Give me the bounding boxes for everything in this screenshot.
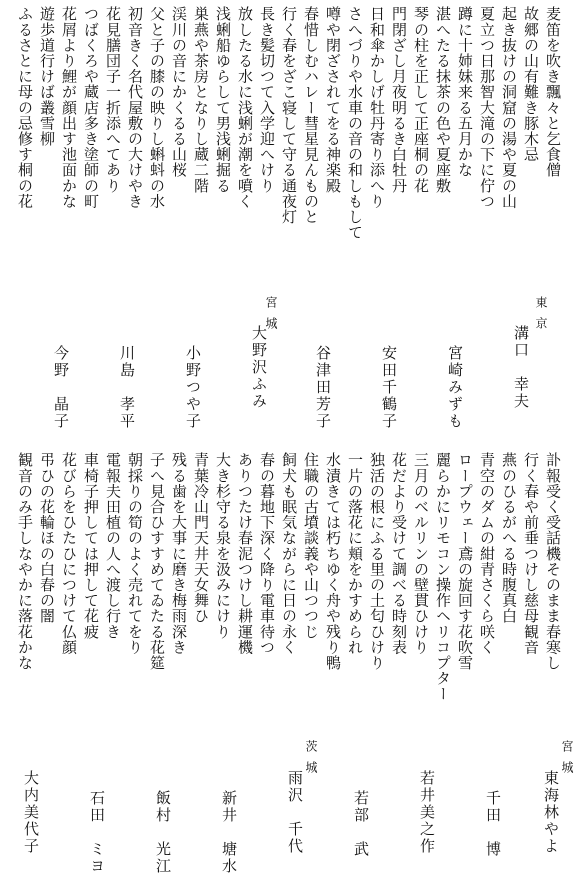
haiku-column: 湛へたる抹茶の色や夏座敷 <box>434 6 452 194</box>
author-name: 東海林やよ <box>542 770 560 855</box>
haiku-column: 春の暮地下深く降り電車待つ <box>258 452 276 655</box>
haiku-column: 観音のみ手しなやかに落花かな <box>16 452 34 671</box>
haiku-column: 飼犬も眠気ながらに日の永く <box>280 452 298 655</box>
haiku-column: 住職の古墳談義や山つつじ <box>302 452 320 640</box>
prefecture-label: 東京 <box>534 296 548 338</box>
haiku-column: 青葉冷山門天井天女舞ひ <box>192 452 210 624</box>
haiku-column: 花見膳団子一折添へてあり <box>104 6 122 194</box>
haiku-column: 蹲に十姉妹来る五月かな <box>456 6 474 178</box>
haiku-column: 麦笛を吹き飄々と乞食僧 <box>544 6 562 178</box>
haiku-column: 日和傘かしげ牡丹寄り添へり <box>368 6 386 209</box>
haiku-column: 巣燕や茶房となりし蔵二階 <box>192 6 210 194</box>
haiku-column: 長き髪切つて入学迎へけり <box>258 6 276 194</box>
haiku-column: 麗らかにリモコン操作ヘリコプター <box>434 452 452 702</box>
haiku-column: 電報夫田植の人へ渡し行き <box>104 452 122 640</box>
author-name: 石田 ミヨ <box>88 790 106 875</box>
author-name: 若部 武 <box>352 790 370 858</box>
haiku-column: ふるさとに母の忌修す桐の花 <box>16 6 34 209</box>
haiku-column: 父と子の膝の映りし蝌蚪の水 <box>148 6 166 209</box>
haiku-column: 三月のベルリンの壁貫ひけり <box>412 452 430 655</box>
haiku-column: 独活の根にふる里の土匂ひけり <box>368 452 386 671</box>
haiku-column: 子へ見合ひすすめてゐたる花筵 <box>148 452 166 671</box>
author-name: 新井 塘水 <box>220 790 238 875</box>
haiku-column: 訃報受く受話機そのまま春寒し <box>544 452 562 671</box>
haiku-column: ありつたけ春泥つけし耕運機 <box>236 452 254 655</box>
haiku-column: さへづりや水車の音の和しもして <box>346 6 364 240</box>
haiku-column: 花びらをひたひにつけて仏顔 <box>60 452 78 655</box>
haiku-column: 花だより受けて調べる時刻表 <box>390 452 408 655</box>
author-name: 千田 博 <box>484 790 502 858</box>
haiku-column: 放したる水に浅蜊が潮を噴く <box>236 6 254 209</box>
prefecture-label: 茨城 <box>304 740 318 782</box>
author-name: 溝口 幸夫 <box>512 325 530 410</box>
haiku-column: 浅蜊船ゆらして男浅蜊掘る <box>214 6 232 194</box>
haiku-column: 行く春や前垂つけし慈母観音 <box>522 452 540 655</box>
haiku-column: 初音きく名代屋敷の大けやき <box>126 6 144 209</box>
author-name: 飯村 光江 <box>154 790 172 875</box>
haiku-column: 行く春をざこ寝して守る通夜灯 <box>280 6 298 225</box>
haiku-column: 花屑より鯉が顔出す池面かな <box>60 6 78 209</box>
haiku-column: 水漬きては朽ちゆく舟や残り鴨 <box>324 452 342 671</box>
haiku-column: 青空のダムの紺青さくら咲く <box>478 452 496 655</box>
haiku-column: 燕のひるがへる時腹真白 <box>500 452 518 624</box>
haiku-column: 夏立つ日那智大滝の下に佇つ <box>478 6 496 209</box>
haiku-column: 遊歩道行けば叢雪柳 <box>38 6 56 147</box>
author-name: 大野沢ふみ <box>250 325 268 410</box>
haiku-column: ロープウェー鳶の旋回す花吹雪 <box>456 452 474 671</box>
haiku-column: 琴の柱を正して正座桐の花 <box>412 6 430 194</box>
haiku-column: 噂や閉ざされてをる神楽殿 <box>324 6 342 194</box>
prefecture-label: 宮城 <box>560 740 574 782</box>
author-name: 若井美之作 <box>418 770 436 855</box>
author-name: 宮崎みずも <box>446 345 464 430</box>
author-name: 雨沢 千代 <box>286 770 304 855</box>
haiku-column: 残る歯を大事に磨き梅雨深き <box>170 452 188 655</box>
author-name: 今野 晶子 <box>52 345 70 430</box>
haiku-column: 起き抜けの洞窟の湯や夏の山 <box>500 6 518 209</box>
haiku-column: 故郷の山有難き豚木忌 <box>522 6 540 162</box>
author-name: 川島 孝平 <box>118 345 136 430</box>
haiku-column: 渓川の音にかくるる山桜 <box>170 6 188 178</box>
author-name: 安田千鶴子 <box>380 345 398 430</box>
author-name: 大内美代子 <box>22 770 40 855</box>
author-name: 谷津田芳子 <box>314 345 332 430</box>
haiku-column: つばくろや蔵店多き塗師の町 <box>82 6 100 209</box>
author-name: 小野つや子 <box>184 345 202 430</box>
haiku-column: 弔ひの花輪ほの白春の闇 <box>38 452 56 624</box>
haiku-column: 一片の落花に頬をかすめられ <box>346 452 364 655</box>
haiku-column: 大き杉守る泉を汲みにけり <box>214 452 232 640</box>
haiku-column: 朝採りの筍のよく売れてをり <box>126 452 144 655</box>
haiku-column: 車椅子押しては押して花疲 <box>82 452 100 640</box>
prefecture-label: 宮城 <box>264 296 278 338</box>
haiku-column: 春惜しむハレー彗星見んものと <box>302 6 320 225</box>
haiku-column: 門閉ざし月夜明るき白牡丹 <box>390 6 408 194</box>
